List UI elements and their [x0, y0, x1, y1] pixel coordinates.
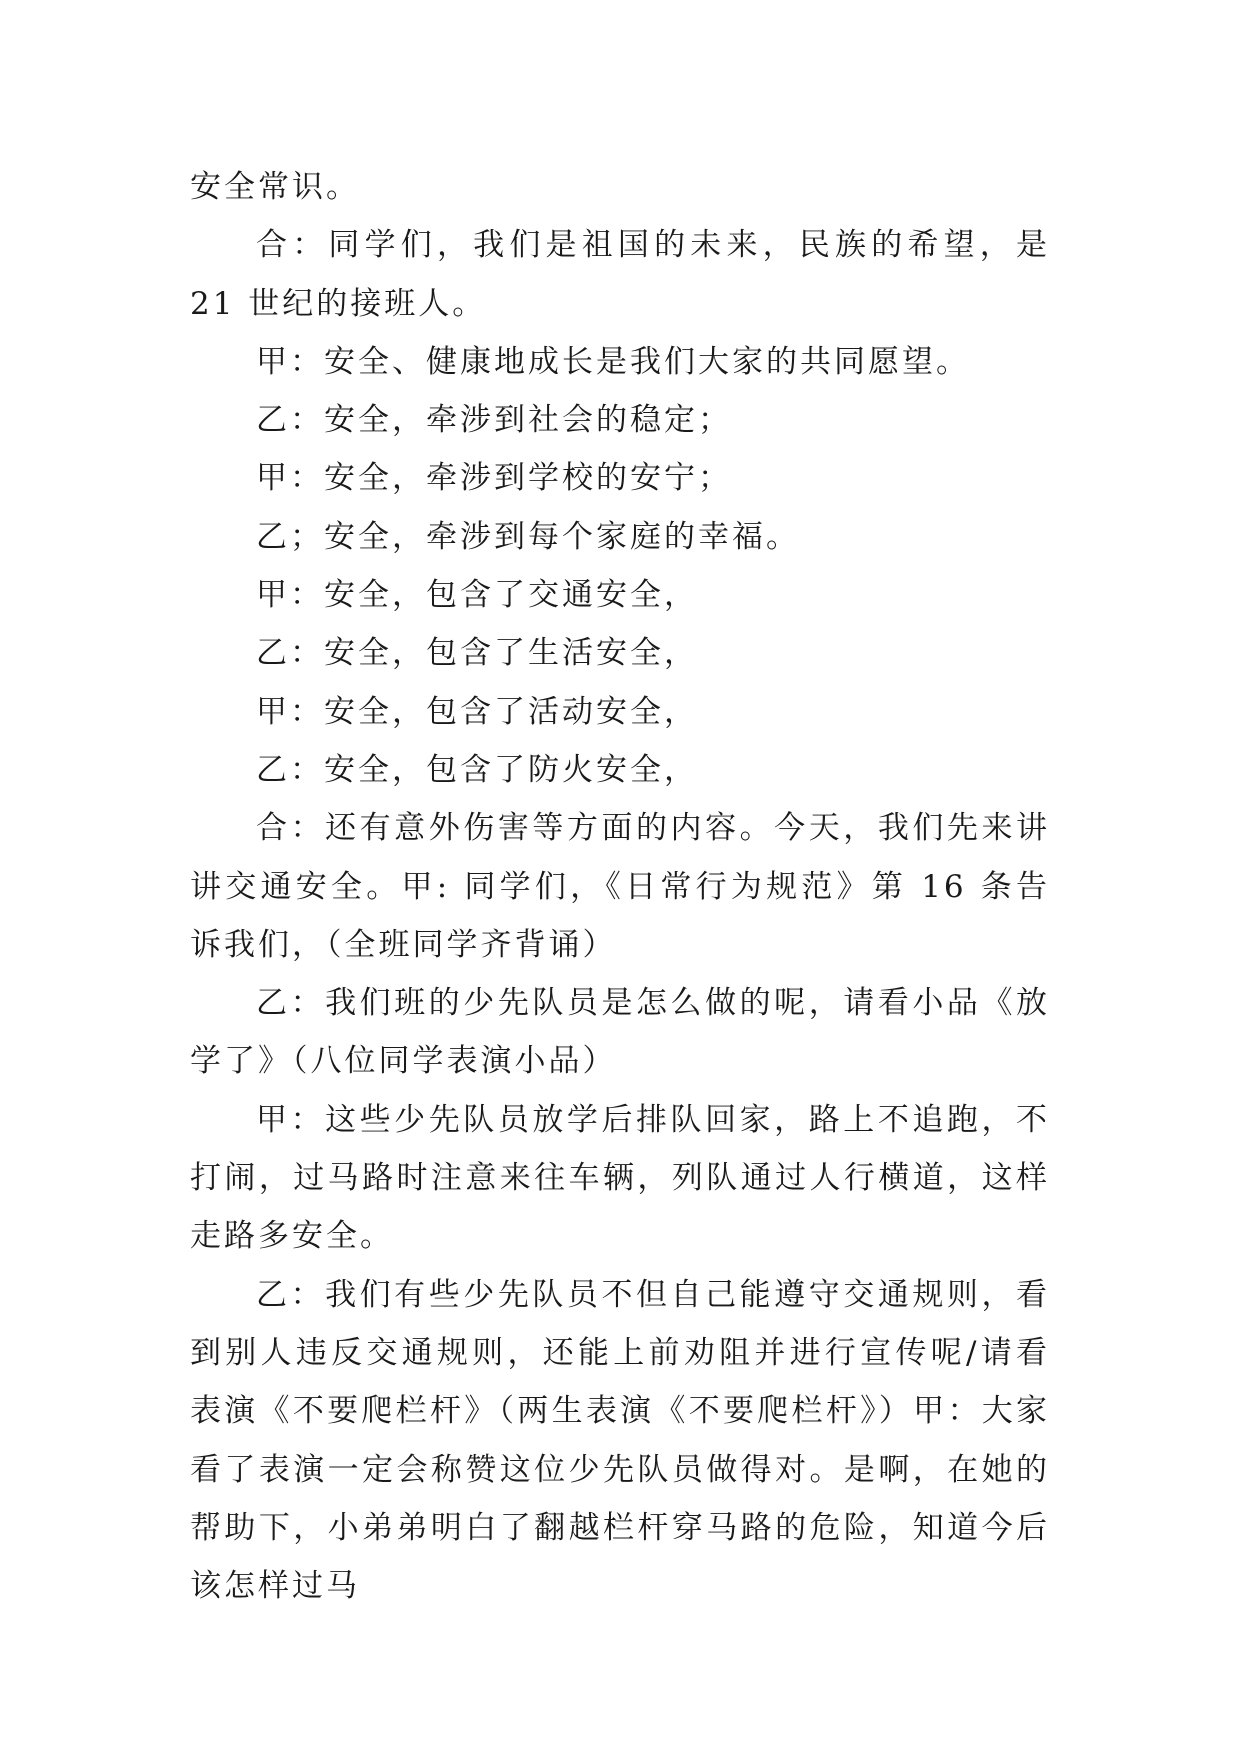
paragraph-8: 乙：安全，包含了生活安全，: [256, 635, 698, 672]
paragraph-12: 乙：我们班的少先队员是怎么做的呢，请看小品《放学了》（八位同学表演小品）: [190, 985, 1050, 1080]
paragraph-10: 乙：安全，包含了防火安全，: [256, 751, 698, 788]
paragraph-1: 安全常识。: [190, 169, 360, 205]
paragraph-6: 乙；安全，牵涉到每个家庭的幸福。: [256, 518, 800, 555]
paragraph-4: 乙：安全，牵涉到社会的稳定；: [256, 402, 732, 439]
paragraph-9: 甲：安全，包含了活动安全，: [256, 693, 698, 730]
paragraph-11: 合：还有意外伤害等方面的内容。今天，我们先来讲讲交通安全。甲: 同学们，《日常行为规范》第 16 条告诉我们，（全班同学齐背诵）: [190, 810, 1050, 963]
document-body: [190, 158, 1050, 1615]
paragraph-5: 甲：安全，牵涉到学校的安宁；: [256, 460, 732, 497]
paragraph-3: 甲：安全、健康地成长是我们大家的共同愿望。: [256, 343, 970, 380]
paragraph-2: 合：同学们，我们是祖国的未来，民族的希望，是 21 世纪的接班人。: [190, 227, 1050, 322]
paragraph-14: 乙：我们有些少先队员不但自己能遵守交通规则，看到别人违反交通规则，还能上前劝阻并进行宣传呢/请看表演《不要爬栏杆》（两生表演《不要爬栏杆》）甲：大家看了表演一定会称赞这位少先队员做得对。是啊，在她的帮助下，小弟弟明白了翻越栏杆穿马路的危险，知道今后该怎样过马: [190, 1276, 1050, 1605]
paragraph-13: 甲：这些少先队员放学后排队回家，路上不追跑，不打闹，过马路时注意来往车辆，列队通过人行横道，这样走路多安全。: [190, 1101, 1050, 1255]
paragraph-7: 甲：安全，包含了交通安全，: [256, 577, 698, 614]
